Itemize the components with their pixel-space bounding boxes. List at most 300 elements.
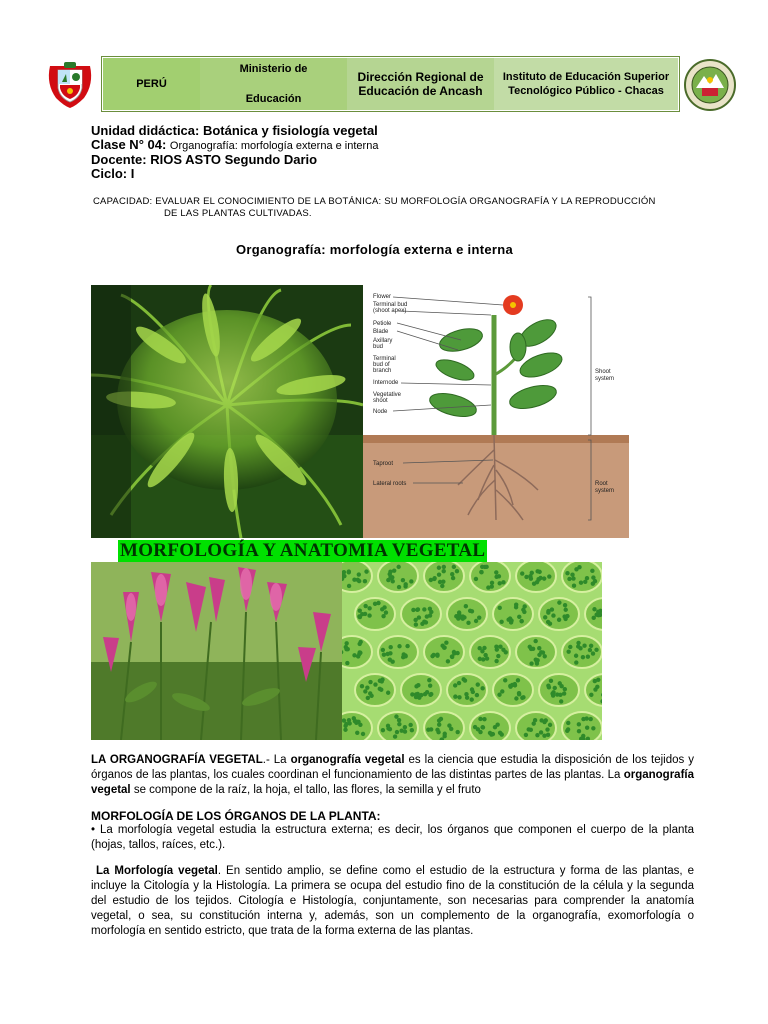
unit-line: Unidad didáctica: Botánica y fisiología vegetal <box>91 123 378 138</box>
chloroplast <box>514 696 518 700</box>
label-flower: Flower <box>373 294 392 300</box>
chloroplast <box>565 729 569 733</box>
chloroplast <box>452 565 456 569</box>
plant-cell <box>378 636 418 668</box>
chloroplast <box>547 574 551 578</box>
chloroplast <box>504 650 508 654</box>
chloroplast <box>577 729 581 733</box>
chloroplast <box>401 578 405 582</box>
chloroplast <box>553 686 557 690</box>
chloroplast <box>539 650 543 654</box>
chloroplast <box>549 679 553 683</box>
chloroplast <box>558 693 562 697</box>
chloroplast <box>494 575 498 579</box>
chloroplast <box>428 607 432 611</box>
chloroplast <box>565 614 569 618</box>
chloroplast <box>410 728 414 732</box>
chloroplast <box>592 607 596 611</box>
chloroplast <box>496 654 500 658</box>
chloroplast <box>364 569 368 573</box>
chloroplast <box>461 616 465 620</box>
chloroplast <box>397 722 401 726</box>
chloroplast <box>498 731 502 735</box>
chloroplast <box>501 580 505 584</box>
header-institute <box>494 58 678 110</box>
chloroplast <box>367 606 371 610</box>
chloroplast <box>574 654 578 658</box>
chloroplast <box>482 646 486 650</box>
chloroplast <box>455 651 459 655</box>
institute-line2: Tecnológico Público - Chacas <box>508 85 664 97</box>
chloroplast <box>366 696 370 700</box>
chloroplast <box>498 606 502 610</box>
chloroplast <box>373 682 377 686</box>
chloroplast <box>466 621 470 625</box>
chloroplast <box>590 569 594 573</box>
chloroplast <box>451 576 455 580</box>
label-taproot: Taproot <box>373 461 394 467</box>
chloroplast <box>524 575 528 579</box>
chloroplast <box>595 685 599 689</box>
chloroplast <box>542 576 546 580</box>
label-root-system: Root <box>595 481 608 487</box>
chloroplast <box>403 582 407 586</box>
class-line: Clase N° 04: Organografía: morfología externa e interna <box>91 137 379 152</box>
label-petiole: Petiole <box>373 321 392 327</box>
institute-line1: Instituto de Educación Superior <box>502 71 670 83</box>
plant-anatomy-diagram <box>363 285 629 538</box>
chloroplast <box>446 659 450 663</box>
chloroplast <box>494 644 498 648</box>
chloroplast <box>381 728 385 732</box>
chloroplast <box>357 652 361 656</box>
fern-photo <box>91 285 363 538</box>
chloroplast <box>596 678 600 682</box>
plant-cells-photo <box>342 562 602 740</box>
chloroplast <box>535 733 539 737</box>
chloroplast <box>447 723 451 727</box>
chloroplast <box>557 600 561 604</box>
chloroplast <box>563 603 567 607</box>
header-ministry <box>200 58 347 110</box>
ministry-line2: Educación <box>245 93 302 105</box>
chloroplast <box>551 690 555 694</box>
chloroplast <box>470 687 474 691</box>
chloroplast <box>546 733 550 737</box>
chloroplast <box>476 682 480 686</box>
chloroplast <box>435 653 439 657</box>
capacity-line2: DE LAS PLANTAS CULTIVADAS. <box>164 208 312 219</box>
chloroplast <box>567 577 571 581</box>
label-lateral-roots: Lateral roots <box>373 481 407 487</box>
chloroplast <box>563 687 567 691</box>
chloroplast <box>493 725 497 729</box>
plant-cell <box>447 598 487 630</box>
capacity-line1: CAPACIDAD: EVALUAR EL CONOCIMIENTO DE LA BOTÁNICA: SU MORFOLOGÍA ORGANOGRAFÍA Y LA REPRODUCCIÓN <box>93 196 656 207</box>
chloroplast <box>357 642 361 646</box>
chloroplast <box>535 569 539 573</box>
chloroplast <box>379 688 383 692</box>
chloroplast <box>574 567 578 571</box>
chloroplast <box>397 644 401 648</box>
chloroplast <box>442 645 446 649</box>
chloroplast <box>453 683 457 687</box>
label-shoot-system: Shoot <box>595 369 611 375</box>
teacher-line: Docente: RIOS ASTO Segundo Dario <box>91 152 318 167</box>
chloroplast <box>522 610 526 614</box>
chloroplast <box>562 691 566 695</box>
chloroplast <box>381 648 385 652</box>
chloroplast <box>395 730 399 734</box>
chloroplast <box>520 571 524 575</box>
chloroplast <box>498 645 502 649</box>
chloroplast <box>382 652 386 656</box>
chloroplast <box>354 719 358 723</box>
chloroplast <box>592 616 596 620</box>
chloroplast <box>543 654 547 658</box>
chloroplast <box>577 722 581 726</box>
chloroplast <box>574 660 578 664</box>
chloroplast <box>391 579 395 583</box>
chloroplast <box>429 578 433 582</box>
chloroplast <box>468 609 472 613</box>
label-root-system2: system <box>595 488 615 494</box>
chloroplast <box>432 576 436 580</box>
chloroplast <box>478 717 482 721</box>
chloroplast <box>464 692 468 696</box>
chloroplast <box>463 678 467 682</box>
chloroplast <box>425 614 429 618</box>
chloroplast <box>576 644 580 648</box>
chloroplast <box>444 641 448 645</box>
chloroplast <box>437 566 441 570</box>
chloroplast <box>503 678 507 682</box>
chloroplast <box>392 568 396 572</box>
chloroplast <box>347 569 351 573</box>
chloroplast <box>470 697 474 701</box>
document-title: Organografía: morfología externa e interna <box>236 242 513 257</box>
chloroplast <box>347 718 351 722</box>
label-shoot-apex: (shoot apex) <box>373 308 407 314</box>
chloroplast <box>494 659 498 663</box>
chloroplast <box>548 621 552 625</box>
chloroplast <box>437 572 441 576</box>
chloroplast <box>347 584 351 588</box>
morphology-banner: MORFOLOGÍA Y ANATOMIA VEGETAL <box>120 540 486 561</box>
chloroplast <box>585 726 589 730</box>
chloroplast <box>582 644 586 648</box>
chloroplast <box>357 579 361 583</box>
chloroplast <box>581 717 585 721</box>
chloroplast <box>483 653 487 657</box>
chloroplast <box>570 573 574 577</box>
label-branch: branch <box>373 368 392 374</box>
chloroplast <box>529 647 533 651</box>
chloroplast <box>545 727 549 731</box>
chloroplast <box>566 721 570 725</box>
chloroplast <box>527 727 531 731</box>
chloroplast <box>365 685 369 689</box>
chloroplast <box>559 684 563 688</box>
chloroplast <box>388 651 392 655</box>
chloroplast <box>397 585 401 589</box>
chloroplast <box>381 614 385 618</box>
label-axillary: Axillary <box>373 338 393 344</box>
ministry-line1: Ministerio de <box>239 63 308 75</box>
chloroplast <box>517 615 521 619</box>
chloroplast <box>591 581 595 585</box>
chloroplast <box>557 618 561 622</box>
chloroplast <box>439 717 443 721</box>
chloroplast <box>542 733 546 737</box>
chloroplast <box>394 714 398 718</box>
chloroplast <box>497 693 501 697</box>
chloroplast <box>358 723 362 727</box>
chloroplast <box>488 731 492 735</box>
chloroplast <box>442 565 446 569</box>
chloroplast <box>355 731 359 735</box>
chloroplast <box>368 680 372 684</box>
paragraph-morphology-bullet: • La morfología vegetal estudia la estructura externa; es decir, los órganos que componen el cuerpo de la planta (hojas, tallos, raíces, etc.). <box>91 824 694 851</box>
chloroplast <box>435 728 439 732</box>
chloroplast <box>508 685 512 689</box>
chloroplast <box>546 610 550 614</box>
chloroplast <box>520 696 524 700</box>
chloroplast <box>579 580 583 584</box>
chloroplast <box>380 679 384 683</box>
chloroplast <box>358 608 362 612</box>
chloroplast <box>571 576 575 580</box>
chloroplast <box>542 720 546 724</box>
chloroplast <box>529 576 533 580</box>
chloroplast <box>484 565 488 569</box>
chloroplast <box>405 644 409 648</box>
chloroplast <box>344 641 348 645</box>
chloroplast <box>373 602 377 606</box>
chloroplast <box>409 579 413 583</box>
chloroplast <box>422 607 426 611</box>
chloroplast <box>384 610 388 614</box>
chloroplast <box>382 605 386 609</box>
peru-label: PERÚ <box>136 78 167 90</box>
chloroplast <box>388 570 392 574</box>
chloroplast <box>530 571 534 575</box>
regional-line2: Educación de Ancash <box>358 84 483 98</box>
label-bud-of: bud of <box>373 362 390 368</box>
chloroplast <box>559 699 563 703</box>
chloroplast <box>539 730 543 734</box>
chloroplast <box>543 615 547 619</box>
chloroplast <box>474 619 478 623</box>
chloroplast <box>586 654 590 658</box>
chloroplast <box>499 620 503 624</box>
chloroplast <box>481 657 485 661</box>
chloroplast <box>533 639 537 643</box>
chloroplast <box>536 577 540 581</box>
chloroplast <box>344 722 348 726</box>
chloroplast <box>344 647 348 651</box>
chloroplast <box>464 604 468 608</box>
chloroplast <box>591 726 595 730</box>
chloroplast <box>414 622 418 626</box>
header-regional <box>347 58 494 110</box>
chloroplast <box>443 732 447 736</box>
chloroplast <box>497 581 501 585</box>
chloroplast <box>537 646 541 650</box>
chloroplast <box>360 684 364 688</box>
chloroplast <box>403 654 407 658</box>
chloroplast <box>591 651 595 655</box>
chloroplast <box>426 727 430 731</box>
label-node: Node <box>373 409 388 415</box>
chloroplast <box>529 661 533 665</box>
chloroplast <box>429 692 433 696</box>
label-shoot: shoot <box>373 398 388 404</box>
label-axillary-bud: bud <box>373 344 384 350</box>
chloroplast <box>548 723 552 727</box>
chloroplast <box>437 722 441 726</box>
label-terminal: Terminal <box>373 356 396 362</box>
chloroplast <box>403 725 407 729</box>
chloroplast <box>450 572 454 576</box>
regional-line1: Dirección Regional de <box>357 70 484 84</box>
chloroplast <box>390 575 394 579</box>
chloroplast <box>480 565 484 569</box>
chloroplast <box>581 655 585 659</box>
chloroplast <box>393 734 397 738</box>
chloroplast <box>474 577 478 581</box>
chloroplast <box>357 572 361 576</box>
chloroplast <box>564 608 568 612</box>
celosia-flowers-photo <box>91 562 342 740</box>
chloroplast <box>494 570 498 574</box>
chloroplast <box>367 613 371 617</box>
p3-lead: La Morfología vegetal <box>96 865 218 877</box>
header-peru <box>103 58 200 110</box>
chloroplast <box>345 661 349 665</box>
plant-cell <box>562 562 602 592</box>
chloroplast <box>427 678 431 682</box>
chloroplast <box>519 619 523 623</box>
chloroplast <box>455 569 459 573</box>
chloroplast <box>363 579 367 583</box>
peru-coat-of-arms-logo <box>44 58 96 110</box>
label-blade: Blade <box>373 329 389 335</box>
chloroplast <box>516 678 520 682</box>
chloroplast <box>416 607 420 611</box>
chloroplast <box>476 727 480 731</box>
chloroplast <box>550 607 554 611</box>
chloroplast <box>368 691 372 695</box>
institute-seal-logo <box>682 58 738 112</box>
chloroplast <box>357 614 361 618</box>
chloroplast <box>363 604 367 608</box>
chloroplast <box>506 617 510 621</box>
cycle-line: Ciclo: I <box>91 166 135 181</box>
chloroplast <box>363 689 367 693</box>
chloroplast <box>591 575 595 579</box>
chloroplast <box>457 610 461 614</box>
p1-lead: LA ORGANOGRAFÍA VEGETAL <box>91 754 263 766</box>
class-value: Organografía: morfología externa e interna <box>169 140 379 152</box>
label-vegetative: Vegetative <box>373 392 402 398</box>
plant-cell <box>447 674 487 706</box>
chloroplast <box>397 718 401 722</box>
chloroplast <box>386 691 390 695</box>
paragraph-organography: LA ORGANOGRAFÍA VEGETAL.- La organografía vegetal es la ciencia que estudia la disposición de los tejidos y órganos de las plantas, los cuales coordinan el funcionamiento de las distintas partes de las plantas. La organografía vegetal se compone de la raíz, la hoja, el tallo, las flores, la semilla y el fruto <box>91 754 694 796</box>
chloroplast <box>361 732 365 736</box>
chloroplast <box>430 654 434 658</box>
label-terminal-bud: Terminal bud <box>373 302 408 308</box>
chloroplast <box>589 717 593 721</box>
chloroplast <box>490 584 494 588</box>
chloroplast <box>438 580 442 584</box>
chloroplast <box>583 580 587 584</box>
chloroplast <box>480 686 484 690</box>
chloroplast <box>551 613 555 617</box>
paragraph-morphology-vegetal: La Morfología vegetal. En sentido amplio, se define como el estudio de la estructura y forma de las plantas, e incluye la Citología y la Histología. La primera se ocupa del estudio fino de la constitución de la célula y la segunda del estudio de los tejidos. Citología e Histología, conjuntamente, son necesarias para comprender la anatomía vegetal, o sea, su constitución interna y, además, son un complemento de la organografía, exomorfología o morfología en sentido estricto, que trata de la forma externa de las plantas. <box>91 865 694 937</box>
chloroplast <box>457 695 461 699</box>
chloroplast <box>440 584 444 588</box>
chloroplast <box>588 648 592 652</box>
chloroplast <box>517 692 521 696</box>
label-shoot-system2: system <box>595 376 615 382</box>
chloroplast <box>572 584 576 588</box>
chloroplast <box>408 723 412 727</box>
chloroplast <box>481 725 485 729</box>
chloroplast <box>457 681 461 685</box>
chloroplast <box>343 728 347 732</box>
chloroplast <box>414 695 418 699</box>
chloroplast <box>482 717 486 721</box>
chloroplast <box>454 614 458 618</box>
plant-cell <box>401 674 441 706</box>
chloroplast <box>428 683 432 687</box>
chloroplast <box>546 683 550 687</box>
chloroplast <box>413 618 417 622</box>
chloroplast <box>533 718 537 722</box>
chloroplast <box>352 578 356 582</box>
chloroplast <box>453 694 457 698</box>
chloroplast <box>396 565 400 569</box>
chloroplast <box>388 657 392 661</box>
chloroplast <box>420 622 424 626</box>
chloroplast <box>589 644 593 648</box>
chloroplast <box>566 649 570 653</box>
morphology-organs-heading: MORFOLOGÍA DE LOS ÓRGANOS DE LA PLANTA: <box>91 809 381 823</box>
chloroplast <box>514 603 518 607</box>
plant-cell <box>493 674 533 706</box>
chloroplast <box>568 645 572 649</box>
label-internode: Internode <box>373 380 399 386</box>
plant-cell <box>355 674 395 706</box>
chloroplast <box>477 615 481 619</box>
chloroplast <box>411 608 415 612</box>
chloroplast <box>565 571 569 575</box>
chloroplast <box>479 570 483 574</box>
chloroplast <box>403 729 407 733</box>
chloroplast <box>410 692 414 696</box>
chloroplast <box>534 657 538 661</box>
plant-cell <box>493 598 533 630</box>
chloroplast <box>475 693 479 697</box>
chloroplast <box>388 645 392 649</box>
chloroplast <box>589 693 593 697</box>
chloroplast <box>414 684 418 688</box>
chloroplast <box>594 648 598 652</box>
chloroplast <box>442 569 446 573</box>
chloroplast <box>455 730 459 734</box>
